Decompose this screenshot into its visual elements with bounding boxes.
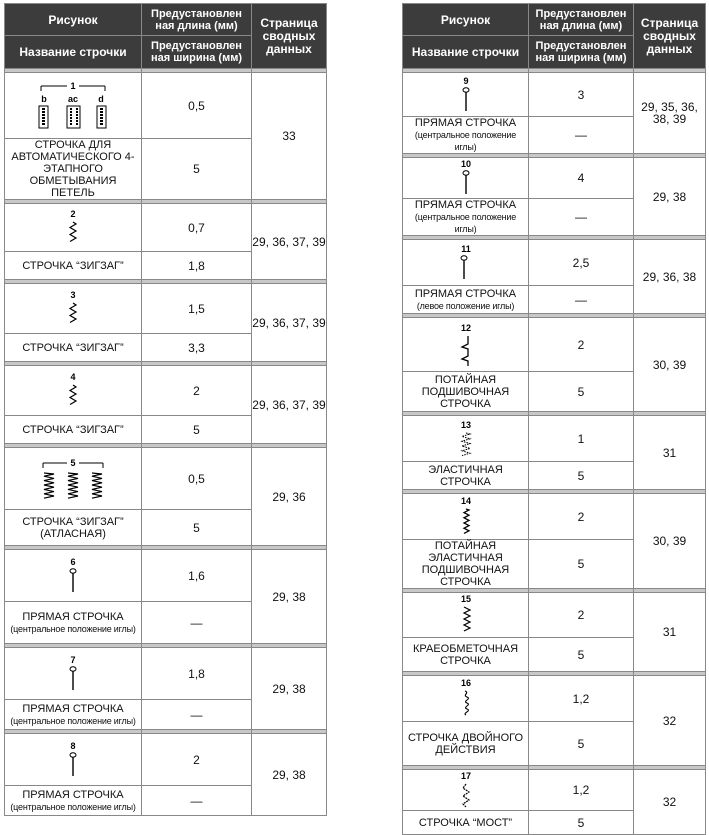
stitch-row [403, 158, 706, 199]
preset-length: 1,8 [142, 648, 252, 700]
preset-width: 5 [142, 139, 252, 200]
preset-length: 0,5 [142, 448, 252, 510]
summary-page: 29, 36 [252, 448, 327, 546]
summary-page: 30, 39 [634, 318, 706, 412]
preset-length: 0,5 [142, 73, 252, 139]
preset-width: — [142, 700, 252, 730]
summary-page: 29, 38 [252, 648, 327, 730]
stitch-name [403, 638, 529, 672]
stitch-figure [5, 448, 142, 510]
stitch-name-text: ПОТАЙНАЯ ЭЛАСТИЧНАЯ ПОДШИВОЧНАЯ СТРОЧКА [421, 540, 510, 588]
stitch-table-left [4, 3, 327, 816]
stitch-name-text: ЭЛАСТИЧНАЯ СТРОЧКА [428, 463, 503, 488]
stitch-row [5, 648, 327, 700]
stitch-figure [403, 73, 529, 117]
svg-text:ac: ac [67, 93, 79, 104]
stitch-row [403, 676, 706, 722]
stitch-figure [403, 494, 529, 540]
stitch-row [403, 240, 706, 286]
header-name: Название строчки [5, 36, 142, 69]
stitch-name-text: СТРОЧКА “ЗИГЗАГ” (АТЛАСНАЯ) [22, 515, 124, 540]
preset-width: 5 [529, 811, 634, 835]
summary-page: 29, 38 [252, 550, 327, 644]
stitch-row [403, 318, 706, 372]
stitch-figure [403, 676, 529, 722]
blind-hem-icon [436, 322, 496, 368]
stitch-row [403, 494, 706, 540]
stitch-name-text: КРАЕОБМЕТОЧНАЯ СТРОЧКА [412, 642, 519, 667]
stitch-figure [5, 734, 142, 786]
preset-length: 2,5 [529, 240, 634, 286]
straight-stitch-icon [43, 556, 103, 596]
svg-text:13: 13 [460, 419, 471, 430]
summary-page: 29, 36, 37, 39 [252, 204, 327, 280]
stitch-name [403, 372, 529, 412]
header-page: Страница сводных данных [634, 4, 706, 69]
preset-length: 3 [529, 73, 634, 117]
stitch-row [5, 204, 327, 252]
stitch-figure [403, 158, 529, 199]
svg-text:15: 15 [460, 594, 471, 604]
stitch-figure [5, 550, 142, 602]
summary-page: 32 [634, 676, 706, 766]
stitch-figure [403, 318, 529, 372]
stitch-row [403, 770, 706, 811]
stitch-figure [403, 770, 529, 811]
preset-length: 2 [142, 734, 252, 786]
stitch-figure [5, 204, 142, 252]
buttonhole-icon [33, 78, 113, 134]
stitch-name-text: ПРЯМАЯ СТРОЧКА [22, 702, 124, 715]
preset-length: 1,2 [529, 770, 634, 811]
stitch-name [5, 786, 142, 816]
preset-length: 2 [529, 494, 634, 540]
preset-length: 0,7 [142, 204, 252, 252]
stitch-name [5, 700, 142, 730]
stitch-name [5, 139, 142, 200]
header-width: Предустановлен ная ширина (мм) [142, 36, 252, 69]
svg-text:11: 11 [460, 243, 471, 254]
svg-text:9: 9 [462, 75, 469, 86]
stitch-name-text: СТРОЧКА ДВОЙНОГО ДЕЙСТВИЯ [407, 731, 524, 756]
header-figure: Рисунок [403, 4, 529, 36]
preset-width: 5 [529, 638, 634, 672]
stitch-figure [5, 648, 142, 700]
header-length: Предустановлен ная длина (мм) [529, 4, 634, 36]
stitch-name-text: СТРОЧКА “МОСТ” [418, 816, 513, 829]
stitch-row [403, 73, 706, 117]
stitch-name [5, 252, 142, 280]
preset-length: 1,6 [142, 550, 252, 602]
svg-text:14: 14 [460, 495, 471, 506]
stitch-row [5, 734, 327, 786]
stitch-name-text: СТРОЧКА “ЗИГЗАГ” [22, 341, 124, 354]
elastic-icon [436, 419, 496, 459]
svg-text:12: 12 [460, 322, 471, 333]
stitch-row [5, 284, 327, 334]
stitch-name [403, 722, 529, 766]
stitch-name-text: СТРОЧКА “ЗИГЗАГ” [22, 259, 124, 272]
preset-width: — [529, 117, 634, 154]
stitch-name-text: ПОТАЙНАЯ ПОДШИВОЧНАЯ СТРОЧКА [421, 373, 510, 410]
straight-stitch-icon [43, 740, 103, 780]
preset-length: 1 [529, 416, 634, 462]
stitch-name [403, 811, 529, 835]
svg-text:3: 3 [70, 289, 76, 300]
bridge-icon [436, 770, 496, 810]
preset-width: 3,3 [142, 334, 252, 362]
preset-width: 5 [529, 372, 634, 412]
stitch-name-sub: (центральное положение иглы) [10, 715, 136, 726]
stitch-row [5, 73, 327, 139]
stitch-table-right [402, 3, 706, 835]
svg-text:6: 6 [70, 556, 76, 567]
svg-text:17: 17 [460, 771, 471, 781]
preset-width: — [529, 199, 634, 236]
svg-text:16: 16 [460, 677, 471, 688]
summary-page: 29, 36, 38 [634, 240, 706, 314]
zigzag-icon [43, 371, 103, 411]
stitch-name [5, 510, 142, 546]
satin-zigzag-icon [33, 455, 113, 503]
stitch-row [5, 448, 327, 510]
preset-length: 2 [529, 593, 634, 638]
stitch-name-sub: (центральное положение иглы) [414, 212, 517, 234]
stitch-name-text: ПРЯМАЯ СТРОЧКА [414, 199, 517, 211]
header-page: Страница сводных данных [252, 4, 327, 69]
summary-page: 31 [634, 416, 706, 490]
double-action-icon [436, 677, 496, 721]
stitch-name-sub: (центральное положение иглы) [10, 801, 136, 812]
stitch-figure [403, 593, 529, 638]
stitch-name-text: СТРОЧКА “ЗИГЗАГ” [22, 423, 124, 436]
svg-text:7: 7 [70, 654, 76, 665]
straight-stitch-icon [436, 158, 496, 198]
preset-length: 2 [142, 366, 252, 416]
svg-text:8: 8 [70, 740, 76, 751]
stitch-row [5, 550, 327, 602]
elastic-blind-hem-icon [436, 495, 496, 539]
svg-text:d: d [98, 93, 104, 104]
preset-width: 5 [142, 416, 252, 444]
stitch-row [5, 366, 327, 416]
stitch-name-sub: (центральное положение иглы) [10, 623, 136, 634]
stitch-figure [5, 73, 142, 139]
preset-width: 5 [529, 722, 634, 766]
summary-page: 29, 36, 37, 39 [252, 284, 327, 362]
summary-page: 29, 35, 36, 38, 39 [634, 73, 706, 154]
straight-left-icon [436, 243, 496, 283]
preset-length: 2 [529, 318, 634, 372]
zigzag-icon [43, 208, 103, 248]
stitch-name-text: ПРЯМАЯ СТРОЧКА [414, 287, 517, 300]
header-figure: Рисунок [5, 4, 142, 36]
straight-stitch-icon [43, 654, 103, 694]
header-name: Название строчки [403, 36, 529, 69]
svg-text:1: 1 [70, 80, 76, 91]
preset-width: 5 [142, 510, 252, 546]
summary-page: 29, 36, 37, 39 [252, 366, 327, 444]
preset-width: 5 [529, 540, 634, 589]
stitch-name [403, 540, 529, 589]
svg-text:4: 4 [70, 371, 76, 382]
preset-length: 4 [529, 158, 634, 199]
stitch-name [403, 286, 529, 314]
stitch-figure [403, 240, 529, 286]
preset-length: 1,2 [529, 676, 634, 722]
summary-page: 31 [634, 593, 706, 672]
stitch-row [403, 593, 706, 638]
preset-width: — [142, 602, 252, 644]
stitch-name-text: ПРЯМАЯ СТРОЧКА [414, 117, 517, 129]
summary-page: 29, 38 [252, 734, 327, 816]
summary-page: 33 [252, 73, 327, 200]
svg-text:10: 10 [460, 159, 471, 169]
header-length: Предустановлен ная длина (мм) [142, 4, 252, 36]
stitch-name-sub: (центральное положение иглы) [414, 130, 517, 152]
preset-width: — [142, 786, 252, 816]
overcast-icon [436, 593, 496, 637]
stitch-name [403, 462, 529, 490]
zigzag-icon [43, 289, 103, 329]
summary-page: 30, 39 [634, 494, 706, 589]
summary-page: 32 [634, 770, 706, 835]
stitch-name-text: ПРЯМАЯ СТРОЧКА [22, 788, 124, 801]
svg-text:2: 2 [70, 208, 76, 219]
stitch-name [403, 199, 529, 236]
preset-width: 5 [529, 462, 634, 490]
stitch-row [403, 416, 706, 462]
stitch-name-text: ПРЯМАЯ СТРОЧКА [22, 610, 124, 623]
preset-length: 1,5 [142, 284, 252, 334]
straight-stitch-icon [436, 75, 496, 115]
header-width: Предустановлен ная ширина (мм) [529, 36, 634, 69]
stitch-name [5, 602, 142, 644]
summary-page: 29, 38 [634, 158, 706, 236]
stitch-name [403, 117, 529, 154]
svg-text:5: 5 [70, 457, 76, 468]
preset-width: — [529, 286, 634, 314]
stitch-figure [5, 366, 142, 416]
svg-text:b: b [41, 93, 47, 104]
stitch-name-sub: (левое положение иглы) [416, 300, 515, 311]
stitch-name [5, 334, 142, 362]
stitch-figure [403, 416, 529, 462]
stitch-name-text: СТРОЧКА ДЛЯ АВТОМАТИЧЕСКОГО 4-ЭТАПНОГО ОБМЕТЫВАНИЯ ПЕТЕЛЬ [11, 139, 135, 199]
preset-width: 1,8 [142, 252, 252, 280]
stitch-figure [5, 284, 142, 334]
stitch-name [5, 416, 142, 444]
